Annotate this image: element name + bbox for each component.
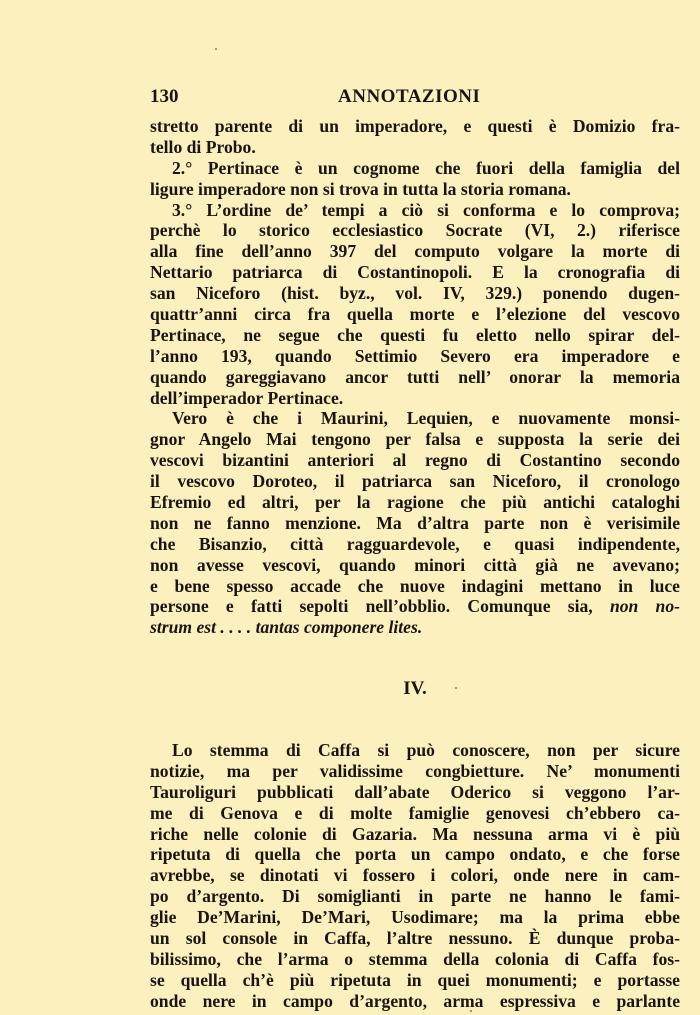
line-text: san Niceforo (hist. byz., vol. IV, 329.) ponendo dugen- [150,283,680,304]
text-line [150,928,680,949]
text-line [150,116,680,137]
text-line [150,907,680,928]
text-line [150,761,680,782]
line-text: Lo stemma di Caffa si può conoscere, non per sicure [172,740,680,760]
line-text: e bene spesso accade che nuove indagini mettano in luce [150,575,680,596]
running-title: ANNOTAZIONI [338,86,481,107]
line-text: un sol console in Caffa, l’altre nessuno. È dunque proba- [150,928,680,949]
line-text: ripetuta di quella che porta un campo ondato, e che forse [150,844,680,865]
line-text: che Bisanzio, città ragguardevole, e quasi indipendente, [150,533,680,554]
text-line [150,844,680,865]
line-text: perchè lo storico ecclesiastico Socrate (VI, 2.) riferisce [150,220,680,241]
text-line [150,596,680,617]
line-text: me di Genova e di molte famiglie genovesi ch’ebbero ca- [150,802,680,823]
text-line [150,534,680,555]
line-text: notizie, ma per validissime congbietture. Ne’ monumenti [150,760,680,781]
text-line [150,220,680,241]
annotation-text-block [150,116,680,638]
line-text: quattr’anni circa fra quella morte e l’elezione del vescovo [150,304,680,325]
line-text: quando gareggiavano ancor tutti nell’ onorar la memoria [150,366,680,387]
text-line [150,949,680,970]
text-line [150,492,680,513]
text-line [150,367,680,388]
line-text: avrebbe, se dinotati vi fossero i colori, onde nere in cam- [150,865,680,886]
running-head [150,84,680,110]
text-line [150,617,680,638]
line-text: se quella ch’è più ripetuta in quei monumenti; e portasse [150,969,680,990]
text-line [150,576,680,597]
italic-text: strum est . . . . tantas componere lites. [150,617,423,638]
line-text: riche nelle colonie di Gazaria. Ma nessuna arma vi è più [150,823,680,844]
line-text: Nettario patriarca di Costantinopoli. E la cronografia di [150,262,680,283]
line-text: tello di Probo. [150,136,256,157]
line-text: onde nere in campo d’argento, arma espressiva e parlante [150,990,680,1011]
line-text: il vescovo Doroteo, il patriarca san Niceforo, il cronologo [150,471,680,492]
line-text: stretto parente di un imperadore, e questi è Domizio fra- [150,116,680,136]
line-text: Tauroliguri pubblicati dall’abate Oderico si veggono l’ar- [150,781,680,802]
line-text: Efremio ed altri, per la ragione che più antichi cataloghi [150,492,680,513]
text-line [150,513,680,534]
text-line [150,283,680,304]
line-text: vescovi bizantini anteriori al regno di Costantino secondo [150,450,680,471]
text-line [150,970,680,991]
line-text: gnor Angelo Mai tengono per falsa e supposta la serie dei [150,429,680,450]
paper-speck [215,48,217,50]
text-line [150,388,680,409]
line-text: l’anno 193, quando Settimio Severo era imperadore e [150,345,680,366]
line-text: non avesse vescovi, quando minori città già ne avevano; [150,554,680,575]
text-line [150,158,680,179]
line-text: bilissimo, che l’arma o stemma della colonia di Caffa fos- [150,948,680,969]
text-line [150,824,680,845]
text-line [150,865,680,886]
text-line [150,429,680,450]
text-line [150,346,680,367]
line-text: ligure imperadore non si trova in tutta la storia romana. [150,178,571,199]
line-text: Vero è che i Maurini, Lequien, e nuovamente monsi- [172,408,680,429]
text-line [150,803,680,824]
page-number: 130 [150,86,179,107]
annotation-text-block [150,740,680,1012]
line-text: non ne fanno menzione. Ma d’altra parte non è verisimile [150,512,680,533]
text-line [150,886,680,907]
text-line [150,200,680,221]
line-text: po d’argento. Di somiglianti in parte ne hanno le fami- [150,886,680,907]
text-line [150,304,680,325]
text-line [150,179,680,200]
line-text: 3.° L’ordine de’ tempi a ciò si conforma e lo comprova; [172,199,680,220]
line-text: dell’imperador Pertinace. [150,387,344,408]
text-line [150,262,680,283]
text-line [150,991,680,1012]
line-text: alla fine dell’anno 397 del computo volgare la morte di [150,241,680,262]
line-text: persone e fatti sepolti nell’obblio. Comunque sia, [150,596,610,617]
text-line [150,782,680,803]
line-text: Pertinace, ne segue che questi fu eletto nello spirar del- [150,324,680,345]
text-line [150,241,680,262]
text-line [150,325,680,346]
italic-text: non no- [609,596,680,617]
text-line [150,408,680,429]
text-line [150,137,680,158]
text-line [150,450,680,471]
line-text: 2.° Pertinace è un cognome che fuori della famiglia del [172,157,680,178]
text-line [150,555,680,576]
text-line [150,471,680,492]
text-line [150,740,680,761]
section-heading: IV. [403,678,427,699]
line-text: glie De’Marini, De’Mari, Usodimare; ma la prima ebbe [150,907,680,928]
